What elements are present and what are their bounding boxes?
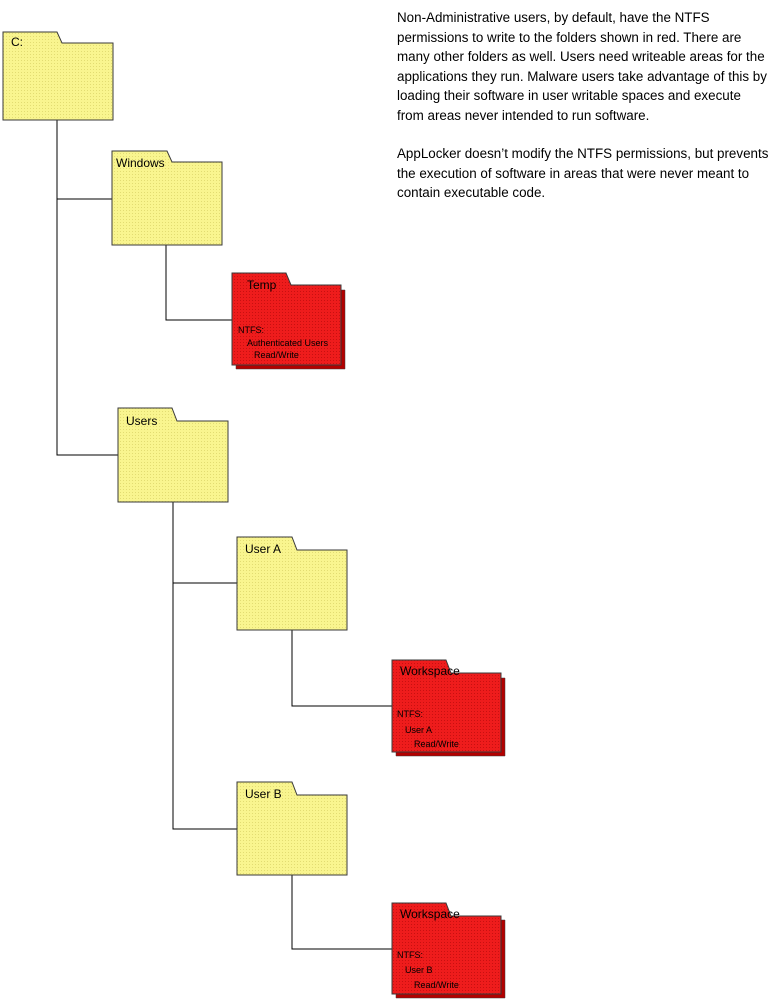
note-paragraph-applocker: AppLocker doesn’t modify the NTFS permissions, but prevents the execution of software in areas that were never meant to contain executable code.	[397, 146, 769, 200]
folder-label-user-b: User B	[245, 787, 282, 801]
connector-windows-temp	[166, 245, 232, 320]
folder-label-temp: Temp	[247, 278, 277, 292]
folder-windows[interactable]	[112, 151, 222, 245]
explanation-note	[397, 8, 769, 203]
folder-label-workspace-a: Workspace	[400, 664, 460, 678]
ntfs-heading: NTFS:	[397, 709, 423, 719]
connector-users-usera	[173, 502, 237, 583]
connector-c-windows	[57, 120, 112, 199]
folder-user-b[interactable]	[237, 782, 347, 875]
note-paragraph-permissions: Non-Administrative users, by default, have the NTFS permissions to write to the folders shown in red. There are many other folders as well. Users need writeable areas for the applications they run. Malware users take advantage of this by loading their software in user writable spaces and execute from areas never intended to run software.	[397, 10, 767, 123]
folder-temp[interactable]	[232, 273, 345, 369]
folder-label-user-a: User A	[245, 542, 282, 556]
folder-workspace-user-a[interactable]	[392, 660, 505, 756]
folder-label-users: Users	[126, 414, 158, 428]
connector-users-userb	[173, 583, 237, 829]
ntfs-permission: Read/Write	[254, 350, 299, 360]
ntfs-permission: Read/Write	[414, 739, 459, 749]
ntfs-heading: NTFS:	[397, 950, 423, 960]
ntfs-principal: User B	[405, 965, 433, 975]
connector-c-users	[57, 199, 118, 455]
folder-label-workspace-b: Workspace	[400, 907, 460, 921]
folder-workspace-user-b[interactable]	[392, 903, 505, 998]
folder-c-drive[interactable]	[3, 32, 113, 120]
folder-user-a[interactable]	[237, 537, 347, 630]
ntfs-principal: Authenticated Users	[247, 338, 329, 348]
ntfs-principal: User A	[405, 725, 433, 735]
ntfs-heading: NTFS:	[238, 325, 264, 335]
connector-userb-workspace	[292, 875, 392, 949]
folder-label-c: C:	[11, 35, 23, 49]
folder-label-windows: Windows	[116, 156, 165, 170]
folder-users[interactable]	[118, 408, 228, 502]
connector-usera-workspace	[292, 630, 392, 706]
ntfs-permission: Read/Write	[414, 980, 459, 990]
